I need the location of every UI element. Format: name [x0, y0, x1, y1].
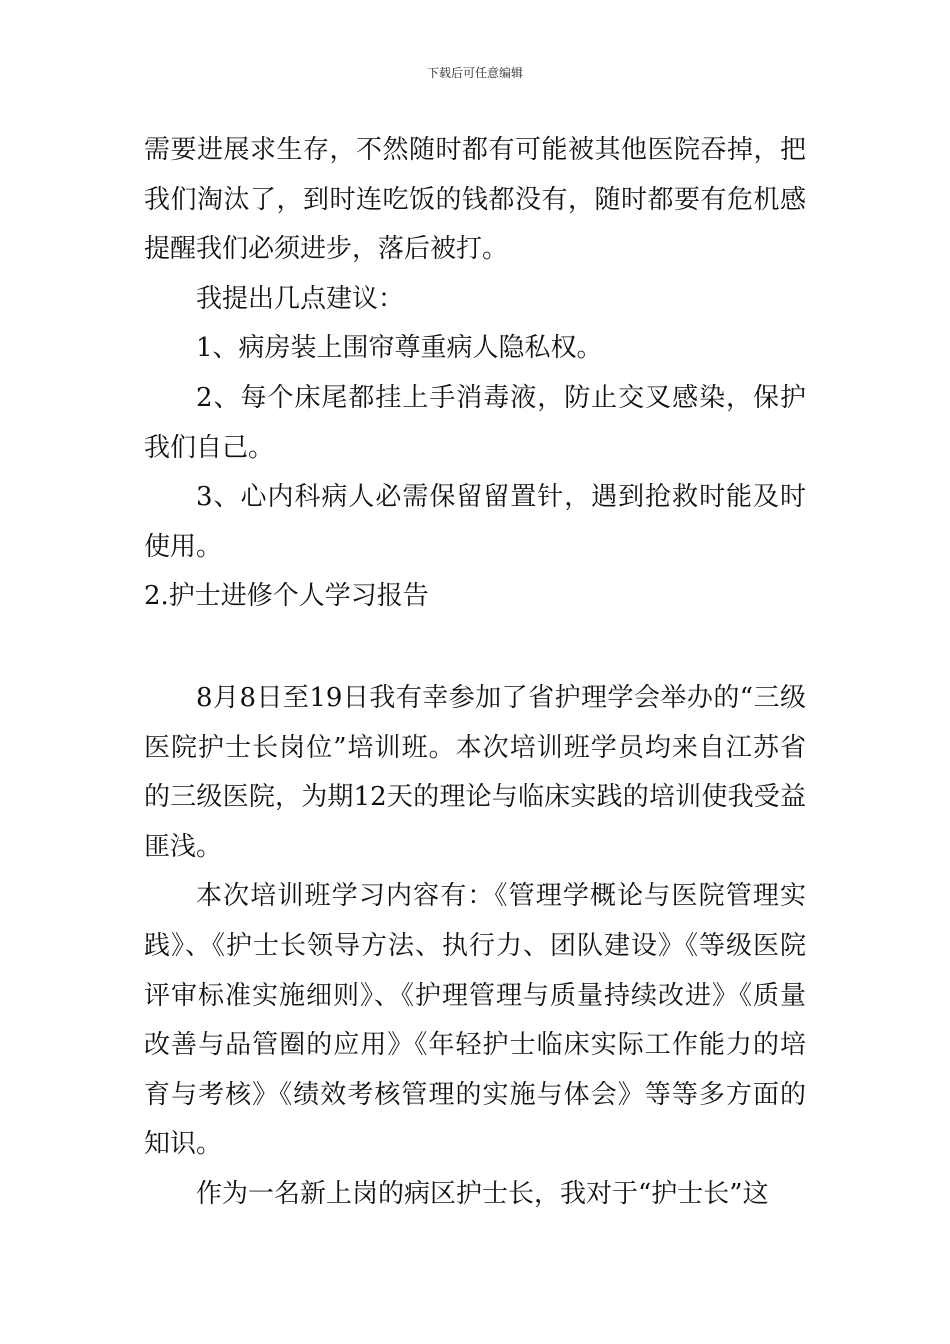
paragraph: 我提出几点建议： — [196, 283, 405, 314]
blank-line — [144, 622, 806, 674]
list-item: 2、每个床尾都挂上手消毒液，防止交叉感染，保护我们自己。 — [144, 382, 806, 463]
section-heading: 2.护士进修个人学习报告 — [144, 581, 429, 612]
document-body — [144, 126, 806, 1219]
list-item: 1、病房装上围帘尊重病人隐私权。 — [196, 333, 603, 364]
paragraph: 本次培训班学习内容有：《管理学概论与医院管理实践》、《护士长领导方法、执行力、团队建设》《等级医院评审标准实施细则》、《护理管理与质量持续改进》《质量改善与品管圈的应用》《年轻护士临床实际工作能力的培育与考核》《绩效考核管理的实施与体会》等等多方面的知识。 — [144, 881, 806, 1160]
paragraph: 8月8日至19日我有幸参加了省护理学会举办的“三级医院护士长岗位”培训班。本次培训班学员均来自江苏省的三级医院，为期12天的理论与临床实践的培训使我受益匪浅。 — [144, 682, 806, 862]
paragraph: 作为一名新上岗的病区护士长，我对于“护士长”这 — [196, 1178, 769, 1209]
paragraph: 需要进展求生存，不然随时都有可能被其他医院吞掉，把我们淘汰了，到时连吃饭的钱都没有，随时都要有危机感提醒我们必须进步，落后被打。 — [144, 135, 806, 265]
page-header: 下载后可任意编辑 — [426, 66, 523, 80]
list-item: 3、心内科病人必需保留留置针，遇到抢救时能及时使用。 — [144, 482, 806, 562]
